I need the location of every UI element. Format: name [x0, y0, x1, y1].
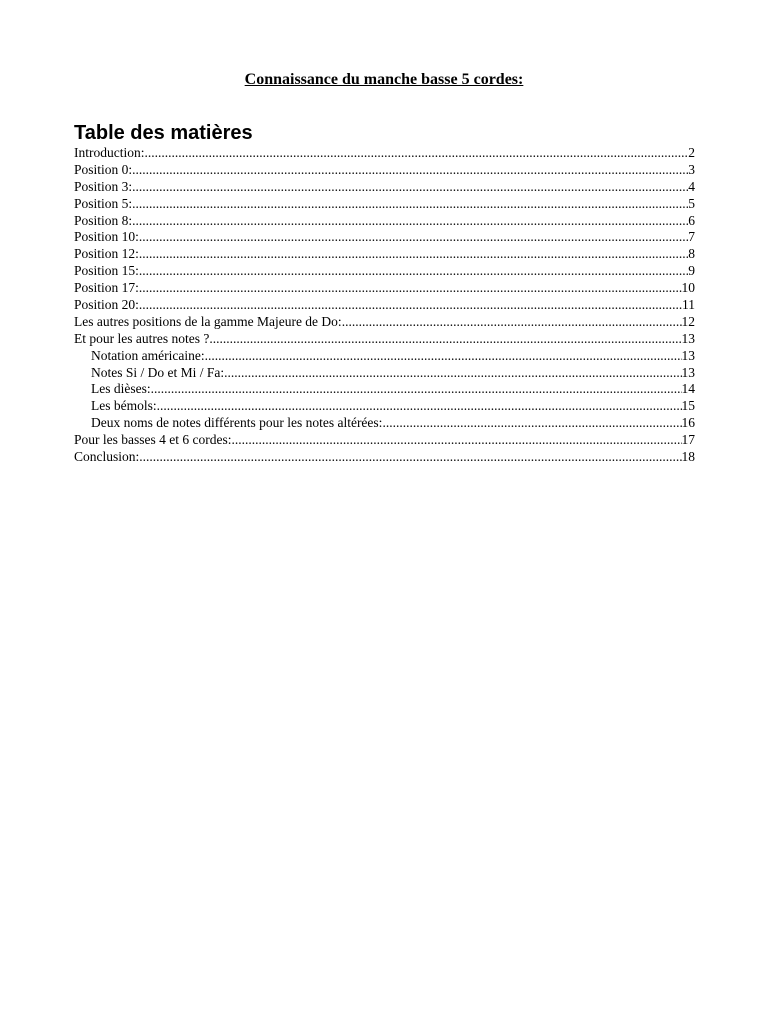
- toc-dot-leader: [342, 314, 682, 331]
- toc-entry-label: Les bémols:: [91, 398, 157, 414]
- toc-entry-label: Introduction:: [74, 145, 145, 160]
- toc-entry-label: Position 15:: [74, 263, 139, 279]
- toc-dot-leader: [205, 348, 682, 365]
- toc-entry-label: Les dièses:: [91, 381, 151, 397]
- toc-entry-label: Position 20:: [74, 297, 139, 313]
- document-title: Connaissance du manche basse 5 cordes:: [244, 71, 524, 88]
- toc-dot-leader: [139, 449, 681, 466]
- toc-entry-introduction[interactable]: [74, 145, 695, 162]
- toc-entry-page: 9: [688, 263, 695, 279]
- toc-entry-label: Position 12:: [74, 246, 139, 262]
- toc-entry-page: 3: [688, 161, 695, 177]
- toc-entry-page: 18: [681, 449, 695, 465]
- toc-entry-label: Position 0:: [74, 161, 133, 177]
- toc-entry-label: Et pour les autres notes ?: [74, 330, 210, 346]
- toc-entry-position-0[interactable]: [74, 162, 695, 179]
- toc-dot-leader: [132, 213, 688, 230]
- toc-entry-page: 15: [681, 398, 695, 414]
- toc-entry-notes-si-do-mi-fa[interactable]: [74, 365, 695, 382]
- toc-entry-position-3[interactable]: [74, 179, 695, 196]
- toc-entry-label: Notes Si / Do et Mi / Fa:: [91, 364, 225, 380]
- toc-dot-leader: [209, 331, 681, 348]
- toc-entry-deux-noms-notes[interactable]: [74, 415, 695, 432]
- toc-entry-page: 17: [681, 432, 695, 448]
- toc-entry-conclusion[interactable]: [74, 449, 695, 466]
- toc-entry-label: Pour les basses 4 et 6 cordes:: [74, 432, 232, 448]
- toc-dot-leader: [151, 381, 682, 398]
- toc-entry-label: Position 3:: [74, 178, 133, 194]
- toc-entry-position-20[interactable]: [74, 297, 695, 314]
- toc-entry-page: 6: [688, 212, 695, 228]
- toc-entry-autres-notes[interactable]: [74, 331, 695, 348]
- toc-entry-page: 13: [681, 347, 695, 363]
- toc-entry-position-15[interactable]: [74, 263, 695, 280]
- toc-entry-page: 11: [682, 297, 695, 313]
- toc-dot-leader: [132, 196, 688, 213]
- toc-entry-page: 2: [688, 145, 695, 160]
- toc-dot-leader: [139, 246, 688, 263]
- toc-dot-leader: [157, 398, 682, 415]
- toc-dot-leader: [224, 365, 681, 382]
- toc-dot-leader: [139, 280, 682, 297]
- toc-entry-label: Position 8:: [74, 212, 133, 228]
- toc-dot-leader: [139, 263, 688, 280]
- table-of-contents: [74, 145, 695, 466]
- toc-entry-label: Position 5:: [74, 195, 133, 211]
- toc-entry-page: 7: [688, 229, 695, 245]
- toc-entry-position-5[interactable]: [74, 196, 695, 213]
- toc-entry-page: 13: [681, 364, 695, 380]
- toc-entry-label: Conclusion:: [74, 449, 140, 465]
- toc-dot-leader: [139, 297, 682, 314]
- toc-entry-page: 16: [681, 415, 695, 431]
- toc-entry-position-17[interactable]: [74, 280, 695, 297]
- toc-dot-leader: [132, 162, 688, 179]
- toc-entry-position-8[interactable]: [74, 213, 695, 230]
- toc-entry-label: Les autres positions de la gamme Majeure de Do:: [74, 313, 342, 329]
- toc-heading: Table des matières: [74, 122, 253, 144]
- toc-dot-leader: [132, 179, 688, 196]
- toc-dot-leader: [231, 432, 681, 449]
- toc-entry-bemols[interactable]: [74, 398, 695, 415]
- toc-dot-leader: [382, 415, 681, 432]
- toc-entry-page: 13: [681, 330, 695, 346]
- toc-entry-position-10[interactable]: [74, 229, 695, 246]
- toc-dot-leader: [145, 145, 689, 162]
- toc-entry-label: Deux noms de notes différents pour les notes altérées:: [91, 415, 383, 431]
- toc-entry-dieses[interactable]: [74, 381, 695, 398]
- toc-entry-basses-4-6-cordes[interactable]: [74, 432, 695, 449]
- toc-entry-page: 4: [688, 178, 695, 194]
- toc-entry-label: Position 10:: [74, 229, 139, 245]
- toc-entry-page: 5: [688, 195, 695, 211]
- toc-entry-autres-positions[interactable]: [74, 314, 695, 331]
- toc-entry-notation-americaine[interactable]: [74, 348, 695, 365]
- toc-entry-page: 12: [681, 313, 695, 329]
- toc-entry-page: 14: [681, 381, 695, 397]
- toc-entry-position-12[interactable]: [74, 246, 695, 263]
- toc-entry-page: 10: [681, 280, 695, 296]
- toc-dot-leader: [139, 229, 688, 246]
- toc-entry-page: 8: [688, 246, 695, 262]
- toc-entry-label: Position 17:: [74, 280, 139, 296]
- toc-entry-label: Notation américaine:: [91, 347, 205, 363]
